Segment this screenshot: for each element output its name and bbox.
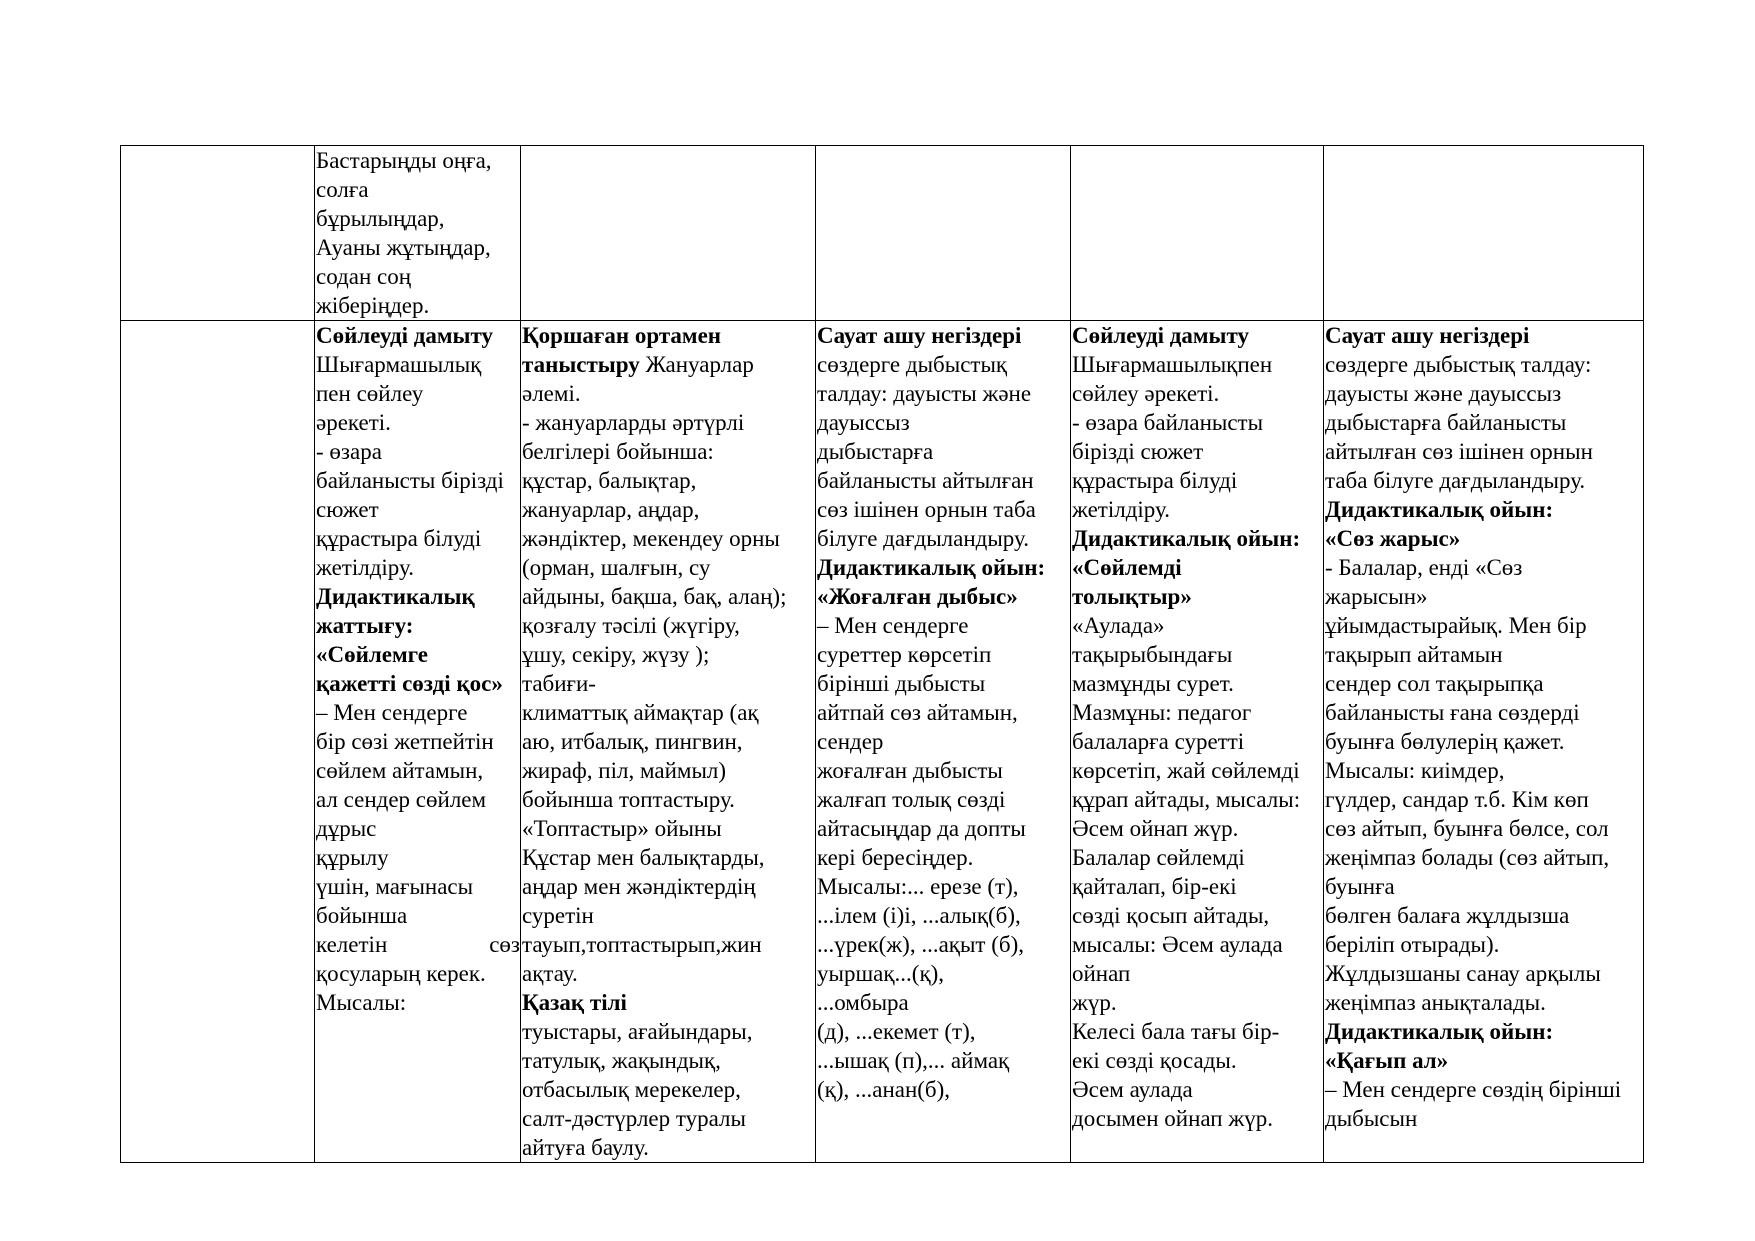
text-line: аю, итбалық, пингвин, <box>522 729 743 754</box>
text-line: мысалы: Әсем аулада <box>1072 932 1283 957</box>
text-line: буынға бөлулерің қажет. <box>1325 729 1565 754</box>
text-line: аңдар мен жәндіктердің <box>522 874 756 899</box>
text-line: қажетті сөзді қос» <box>316 671 503 696</box>
text-line: «Сөйлемді <box>1072 555 1182 580</box>
table-cell-r2-c2 <box>315 321 521 1163</box>
text-line: айтуға баулу. <box>522 1135 649 1160</box>
text-line: жарысын» <box>1325 584 1428 609</box>
text-line: (қ), ...анан(б), <box>817 1077 951 1102</box>
table-cell-r2-c4 <box>816 321 1071 1163</box>
text-line: ...үрек(ж), ...ақыт (б), <box>817 932 1024 957</box>
table-cell-r1-c5 <box>1071 146 1324 321</box>
text-line: балаларға суретті <box>1072 729 1245 754</box>
text-line: – Мен сендерге <box>316 700 468 725</box>
text-line: айдыны, бақша, бақ, алаң); <box>522 584 787 609</box>
text-line: толықтыр» <box>1072 584 1192 609</box>
text-line: «Топтастыр» ойыны <box>522 816 722 841</box>
table-cell-r1-c4 <box>816 146 1071 321</box>
text-line: Мысалы: <box>316 990 407 1015</box>
text-line: дыбыстарға <box>817 439 934 464</box>
text-line: сөз айтып, буынға бөлсе, сол <box>1325 816 1609 841</box>
text-line: сөйлеу әрекеті. <box>1072 381 1220 406</box>
text-line: сендер сол тақырыпқа <box>1325 671 1544 696</box>
text-line: ұйымдастырайық. Мен бір <box>1325 613 1587 638</box>
table-cell-r2-c3 <box>521 321 816 1163</box>
text-line: Қоршаған ортамен <box>522 323 722 348</box>
text-line: гүлдер, сандар т.б. Кім көп <box>1325 787 1589 812</box>
text-line: Дидактикалық ойын: <box>1072 526 1301 551</box>
text-line: - жануарларды әртүрлі <box>522 410 745 435</box>
text-line: таба білуге дағдыландыру. <box>1325 468 1586 493</box>
text-line: сөздерге дыбыстық <box>817 352 1008 377</box>
text-line: тақырып айтамын <box>1325 642 1503 667</box>
text-line: суретін <box>522 903 594 928</box>
table-cell-r1-c2 <box>315 146 521 321</box>
text-line: сюжет <box>316 497 379 522</box>
text-line: «Сөз жарыс» <box>1325 526 1461 551</box>
text-line: досымен ойнап жүр. <box>1072 1106 1273 1131</box>
text-line: белгілері бойынша: <box>522 439 714 464</box>
text-line: Мысалы: киімдер, <box>1325 758 1505 783</box>
text-line: кері бересіңдер. <box>817 845 974 870</box>
table-cell-r2-c6 <box>1324 321 1644 1163</box>
text-line: - Балалар, енді «Сөз <box>1325 555 1523 580</box>
text-line: Мазмұны: педагог <box>1072 700 1252 725</box>
text-line: Әсем аулада <box>1072 1077 1193 1102</box>
text-line: табиғи- <box>522 671 596 696</box>
text-line: сөз ішінен орнын таба <box>817 497 1036 522</box>
text-line: жануарлар, аңдар, <box>522 497 700 522</box>
text-line: (орман, шалғын, су <box>522 555 711 580</box>
table-cell-r2-c5 <box>1071 321 1324 1163</box>
text-line: уыршақ...(қ), <box>817 961 945 986</box>
text-line: «Аулада» <box>1072 613 1165 638</box>
text-line: Келесі бала тағы бір- <box>1072 1019 1280 1044</box>
text-line: сөздерге дыбыстық талдау: <box>1325 352 1592 377</box>
text-line: Қазақ тілі <box>522 990 627 1015</box>
text-line: байланысты айтылған <box>817 468 1034 493</box>
text-line: байланысты ғана сөздерді <box>1325 700 1580 725</box>
text-line: климаттық аймақтар (ақ <box>522 700 759 725</box>
table-cell-r1-c6 <box>1324 146 1644 321</box>
text-line: дыбысын <box>1325 1106 1418 1131</box>
text-line: құстар, балықтар, <box>522 468 697 493</box>
text-line: құрастыра білуді <box>316 526 482 551</box>
text-line: құрап айтады, мысалы: <box>1072 787 1301 812</box>
text-line: дауыссыз <box>817 410 910 435</box>
text-line: Дидактикалық ойын: <box>1325 497 1554 522</box>
text-line: жетілдіру. <box>316 555 414 580</box>
text-line: бойынша топтастыру. <box>522 787 735 812</box>
text-line: ұшу, секіру, жүзу ); <box>522 642 710 667</box>
text-line: тақырыбындағы <box>1072 642 1233 667</box>
text-line: қосуларың керек. <box>316 961 486 986</box>
text-line: көрсетіп, жай сөйлемді <box>1072 758 1300 783</box>
text-line: жаттығу: <box>316 613 414 638</box>
text-line: жоғалған дыбысты <box>817 758 1003 783</box>
text-line: құрылу <box>316 845 389 870</box>
text-line: бірінші дыбысты <box>817 671 986 696</box>
text-line: жетілдіру. <box>1072 497 1170 522</box>
text-line: қозғалу тәсілі (жүгіру, <box>522 613 740 638</box>
text-line: тауып,топтастырып,жин <box>522 932 762 957</box>
text-line: Балалар сөйлемді <box>1072 845 1245 870</box>
text-line: Шығармашылықпен <box>1072 352 1273 377</box>
text-line: дыбыстарға байланысты <box>1325 410 1567 435</box>
text-line: әрекеті. <box>316 410 391 435</box>
text-line: «Сөйлемге <box>316 642 428 667</box>
text-line: отбасылық мерекелер, <box>522 1077 741 1102</box>
text-line: әлемі. <box>522 381 581 406</box>
text-line: суреттер көрсетіп <box>817 642 992 667</box>
text-line: салт-дәстүрлер туралы <box>522 1106 746 1131</box>
text-line: жалғап толық сөзді <box>817 787 1006 812</box>
text-line: бөлген балаға жұлдызша <box>1325 903 1570 928</box>
text-line: білуге дағдыландыру. <box>817 526 1029 551</box>
text-line: жеңімпаз анықталады. <box>1325 990 1546 1015</box>
text-line: Жұлдызшаны санау арқылы <box>1325 961 1601 986</box>
text-line: жіберіңдер. <box>316 293 430 318</box>
text-line: бұрылыңдар, <box>316 206 445 231</box>
text-line: Сөйлеуді дамыту <box>316 323 493 348</box>
text-line: Ауаны жұтыңдар, <box>316 235 491 260</box>
table-cell-r2-c1 <box>121 321 315 1163</box>
text-line: бір сөзі жетпейтін <box>316 729 494 754</box>
text-line: ойнап <box>1072 961 1131 986</box>
text-line: айтылған сөз ішінен орнын <box>1325 439 1593 464</box>
table-cell-r1-c3 <box>521 146 816 321</box>
text-line: Құстар мен балықтарды, <box>522 845 765 870</box>
text-line: таныстыру Жануарлар <box>522 352 754 377</box>
text-line: татулық, жақындық, <box>522 1048 721 1073</box>
text-line: – Мен сендерге <box>817 613 969 638</box>
text-line: келетін сөз <box>316 932 520 957</box>
text-line: дұрыс <box>316 816 377 841</box>
text-line: ...ышақ (п),... аймақ <box>817 1048 1010 1073</box>
text-line: үшін, мағынасы <box>316 874 474 899</box>
text-line: солға <box>316 177 369 202</box>
text-line: жәндіктер, мекендеу орны <box>522 526 780 551</box>
table-row <box>121 146 1644 321</box>
text-line: Сауат ашу негіздері <box>817 323 1022 348</box>
text-line: бірізді сюжет <box>1072 439 1204 464</box>
text-line: Әсем ойнап жүр. <box>1072 816 1239 841</box>
text-line: «Жоғалған дыбыс» <box>817 584 1018 609</box>
text-line: Дидактикалық ойын: <box>1325 1019 1554 1044</box>
lesson-plan-table <box>120 145 1644 1163</box>
table-cell-r1-c1 <box>121 146 315 321</box>
text-line: - өзара <box>316 439 382 464</box>
text-line: Сауат ашу негіздері <box>1325 323 1530 348</box>
text-line: Мысалы:... ерезе (т), <box>817 874 1019 899</box>
text-line: бойынша <box>316 903 408 928</box>
text-line: сөйлем айтамын, <box>316 758 484 783</box>
table-row <box>121 321 1644 1163</box>
text-line: жүр. <box>1072 990 1117 1015</box>
text-line: туыстары, ағайындары, <box>522 1019 753 1044</box>
text-line: Шығармашылық <box>316 352 482 377</box>
text-line: ...ілем (і)і, ...алық(б), <box>817 903 1021 928</box>
text-line: содан соң <box>316 264 412 289</box>
text-line: сендер <box>817 729 884 754</box>
text-line: ...омбыра <box>817 990 909 1015</box>
text-line: буынға <box>1325 874 1395 899</box>
text-line: жираф, піл, маймыл) <box>522 758 727 783</box>
text-line: байланысты бірізді <box>316 468 504 493</box>
text-line: талдау: дауысты және <box>817 381 1032 406</box>
text-line: пен сөйлеу <box>316 381 424 406</box>
text-line: ал сендер сөйлем <box>316 787 487 812</box>
text-line: құрастыра білуді <box>1072 468 1238 493</box>
text-line: жеңімпаз болады (сөз айтып, <box>1325 845 1610 870</box>
text-line: «Қағып ал» <box>1325 1048 1449 1073</box>
text-line: беріліп отырады). <box>1325 932 1500 957</box>
text-line: айтасыңдар да допты <box>817 816 1026 841</box>
text-line: - өзара байланысты <box>1072 410 1264 435</box>
text-line: Дидактикалық ойын: <box>817 555 1046 580</box>
text-line: Сөйлеуді дамыту <box>1072 323 1249 348</box>
text-line: айтпай сөз айтамын, <box>817 700 1018 725</box>
text-line: екі сөзді қосады. <box>1072 1048 1237 1073</box>
text-line: ақтау. <box>522 961 578 986</box>
text-line: дауысты және дауыссыз <box>1325 381 1562 406</box>
text-line: мазмұнды сурет. <box>1072 671 1234 696</box>
text-line: Бастарыңды оңға, <box>316 148 492 173</box>
text-line: қайталап, бір-екі <box>1072 874 1237 899</box>
text-line: (д), ...екемет (т), <box>817 1019 976 1044</box>
text-line: сөзді қосып айтады, <box>1072 903 1270 928</box>
text-line: – Мен сендерге сөздің бірінші <box>1325 1077 1622 1102</box>
text-line: Дидактикалық <box>316 584 475 609</box>
